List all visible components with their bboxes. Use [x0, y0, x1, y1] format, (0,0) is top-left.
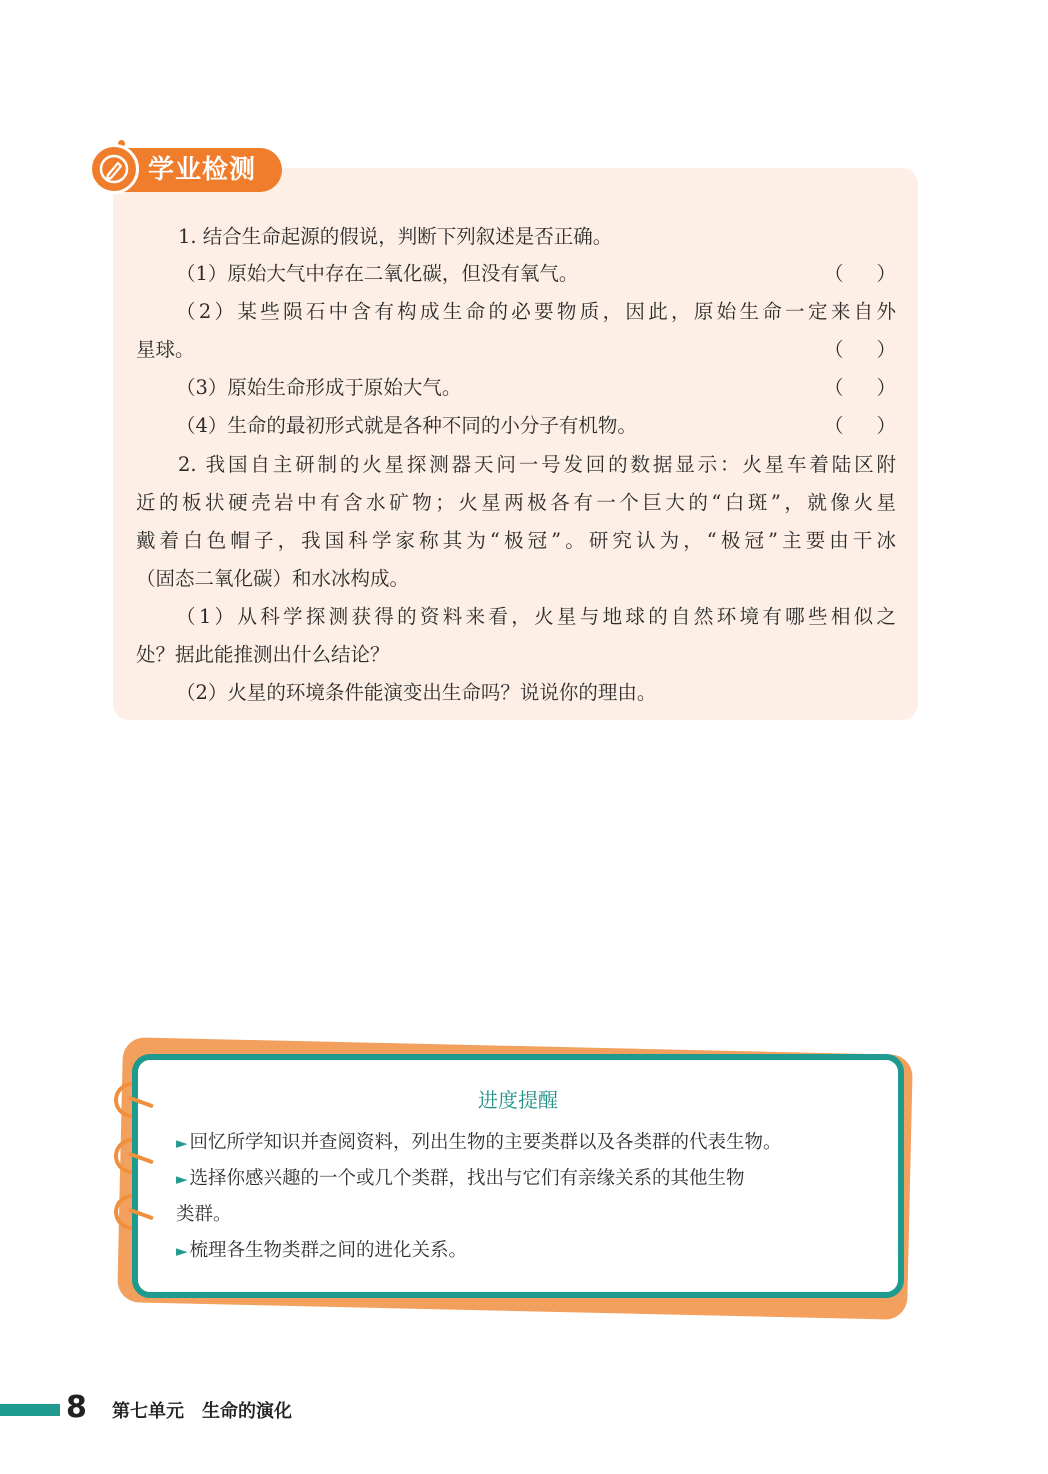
triangle-bullet-icon: ►	[176, 1242, 188, 1260]
section-title: 学业检测	[148, 155, 257, 185]
reminder-item-2-cont: 类群。	[176, 1204, 232, 1225]
answer-blank-3[interactable]	[824, 374, 896, 402]
q1-item3: （3）原始生命形成于原始大气。	[176, 376, 462, 399]
reminder-item-text: 梳理各生物类群之间的进化关系。	[189, 1240, 468, 1261]
q2-line3: 戴着白色帽子，我国科学家称其为“极冠”。研究认为，“极冠”主要由干冰	[136, 529, 896, 552]
q2-sub1-line2: 处？据此能推测出什么结论？	[136, 643, 390, 666]
q2-line4: （固态二氧化碳）和水冰构成。	[136, 567, 410, 590]
bracket-close: ）	[876, 414, 896, 437]
bracket-open: （	[824, 414, 844, 437]
unit-label: 第七单元 生命的演化	[112, 1401, 292, 1422]
bracket-open: （	[824, 376, 844, 399]
bracket-close: ）	[876, 376, 896, 399]
q1-item4: （4）生命的最初形式就是各种不同的小分子有机物。	[176, 414, 637, 437]
bracket-close: ）	[876, 338, 896, 361]
bracket-open: （	[824, 338, 844, 361]
q1-item2-line2: 星球。	[136, 338, 195, 361]
reminder-item-text: 选择你感兴趣的一个或几个类群，找出与它们有亲缘关系的其他生物	[189, 1168, 745, 1189]
triangle-bullet-icon: ►	[176, 1134, 188, 1152]
reminder-item-3	[176, 1237, 872, 1265]
answer-blank-1[interactable]	[824, 260, 896, 288]
q2-line1: 2. 我国自主研制的火星探测器天问一号发回的数据显示：火星车着陆区附	[178, 453, 896, 476]
reminder-item-2	[176, 1165, 872, 1193]
bracket-close: ）	[876, 262, 896, 285]
q2-sub1-line1: （1）从科学探测获得的资料来看，火星与地球的自然环境有哪些相似之	[176, 605, 896, 628]
q1-stem: 1. 结合生命起源的假说，判断下列叙述是否正确。	[178, 225, 613, 248]
reminder-title: 进度提醒	[478, 1088, 558, 1112]
q1-item2-line1: （2）某些陨石中含有构成生命的必要物质，因此，原始生命一定来自外	[176, 300, 896, 323]
pencil-circle-icon	[89, 144, 139, 194]
page-number: 8	[66, 1390, 87, 1425]
reminder-item-text: 回忆所学知识并查阅资料，列出生物的主要类群以及各类群的代表生物。	[189, 1132, 782, 1153]
q1-item1: （1）原始大气中存在二氧化碳，但没有氧气。	[176, 262, 579, 285]
q2-line2: 近的板状硬壳岩中有含水矿物；火星两极各有一个巨大的“白斑”，就像火星	[136, 491, 896, 514]
bracket-open: （	[824, 262, 844, 285]
q2-sub2: （2）火星的环境条件能演变出生命吗？说说你的理由。	[176, 681, 657, 704]
triangle-bullet-icon: ►	[176, 1170, 188, 1188]
reminder-item-1	[176, 1129, 872, 1157]
answer-blank-4[interactable]	[824, 412, 896, 440]
footer-bar	[0, 1404, 60, 1416]
answer-blank-2[interactable]	[824, 336, 896, 364]
